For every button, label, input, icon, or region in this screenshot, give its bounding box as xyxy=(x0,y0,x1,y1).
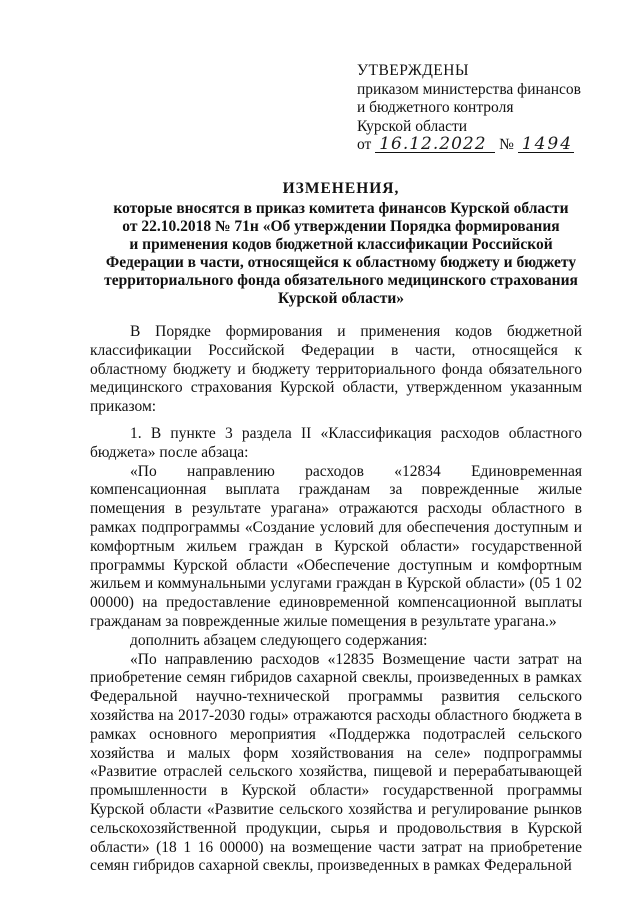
date-prefix: от xyxy=(357,136,372,153)
body-paragraph-quoted-12835: «По направлению расходов «12835 Возмещение части затрат на приобретение семян гибридов сахарной свеклы, произведенных в рамках Федеральной научно-технической программы развития сельского хозяйства на 2017-2030 годы» отражаются расходы областного бюджета в рамках основного мероприятия «Поддержка подотраслей сельского хозяйства и малых форм хозяйствования на селе» подпрограммы «Развитие отраслей сельского хозяйства, пищевой и перерабатывающей промышленности в Курской области» государственной программы Курской области «Развитие сельского хозяйства и регулирование рынков сельскохозяйственной продукции, сырья и продовольствия в Курской области» (18 1 16 00000) на возмещение части затрат на приобретение семян гибридов сахарной свеклы, произведенных в рамках Федеральной xyxy=(90,650,582,875)
number-sign: № xyxy=(499,136,514,153)
handwritten-number: 1494 xyxy=(518,136,574,153)
body-paragraph-quoted-12834: «По направлению расходов «12834 Единовременная компенсационная выплата гражданам за поврежденные жилые помещения в результате урагана» отражаются расходы областного в рамках подпрограммы «Создание условий для обеспечения доступным и комфортным жильем граждан в Курской области» государственной программы Курской области «Обеспечение доступным и комфортным жильем и коммунальными услугами граждан в Курской области» (05 1 02 00000) на предоставление единовременной компенсационной выплаты гражданам за поврежденные жилые помещения в результате урагана.» xyxy=(90,462,582,630)
approval-block xyxy=(357,62,617,155)
approval-line-ministry: приказом министерства финансов xyxy=(357,80,581,98)
body-paragraph-supplement: дополнить абзацем следующего содержания: xyxy=(130,631,428,649)
approval-line-control: и бюджетного контроля xyxy=(357,99,514,116)
document-body xyxy=(90,323,582,876)
heading-line: которые вносятся в приказ комитета финансов Курской области xyxy=(113,200,569,217)
approval-line-region: Курской области xyxy=(357,117,468,135)
body-paragraph-item-1: 1. В пункте 3 раздела II «Классификация расходов областного бюджета» после абзаца: xyxy=(90,424,582,461)
heading-line: от 22.10.2018 № 71н «Об утверждении Порядка формирования xyxy=(122,218,560,235)
approval-title: УТВЕРЖДЕНЫ xyxy=(357,62,469,79)
body-paragraph-intro: В Порядке формирования и применения кодов бюджетной классификации Российской Федерации в части, относящейся к областному бюджету и бюджету территориального фонда обязательного медицинского страхования Курской области, утвержденном указанным приказом: xyxy=(90,323,582,416)
heading-line: Федерации в части, относящейся к областному бюджету и бюджету xyxy=(105,254,577,271)
handwritten-date: 16.12.2022 xyxy=(375,136,495,153)
heading-line: территориального фонда обязательного медицинского страхования xyxy=(104,272,578,289)
approval-date-row xyxy=(357,136,617,155)
document-heading xyxy=(96,180,586,308)
heading-line: Курской области» xyxy=(277,290,405,307)
heading-line: и применения кодов бюджетной классификации Российской xyxy=(129,236,553,253)
heading-title: ИЗМЕНЕНИЯ, xyxy=(282,180,400,197)
